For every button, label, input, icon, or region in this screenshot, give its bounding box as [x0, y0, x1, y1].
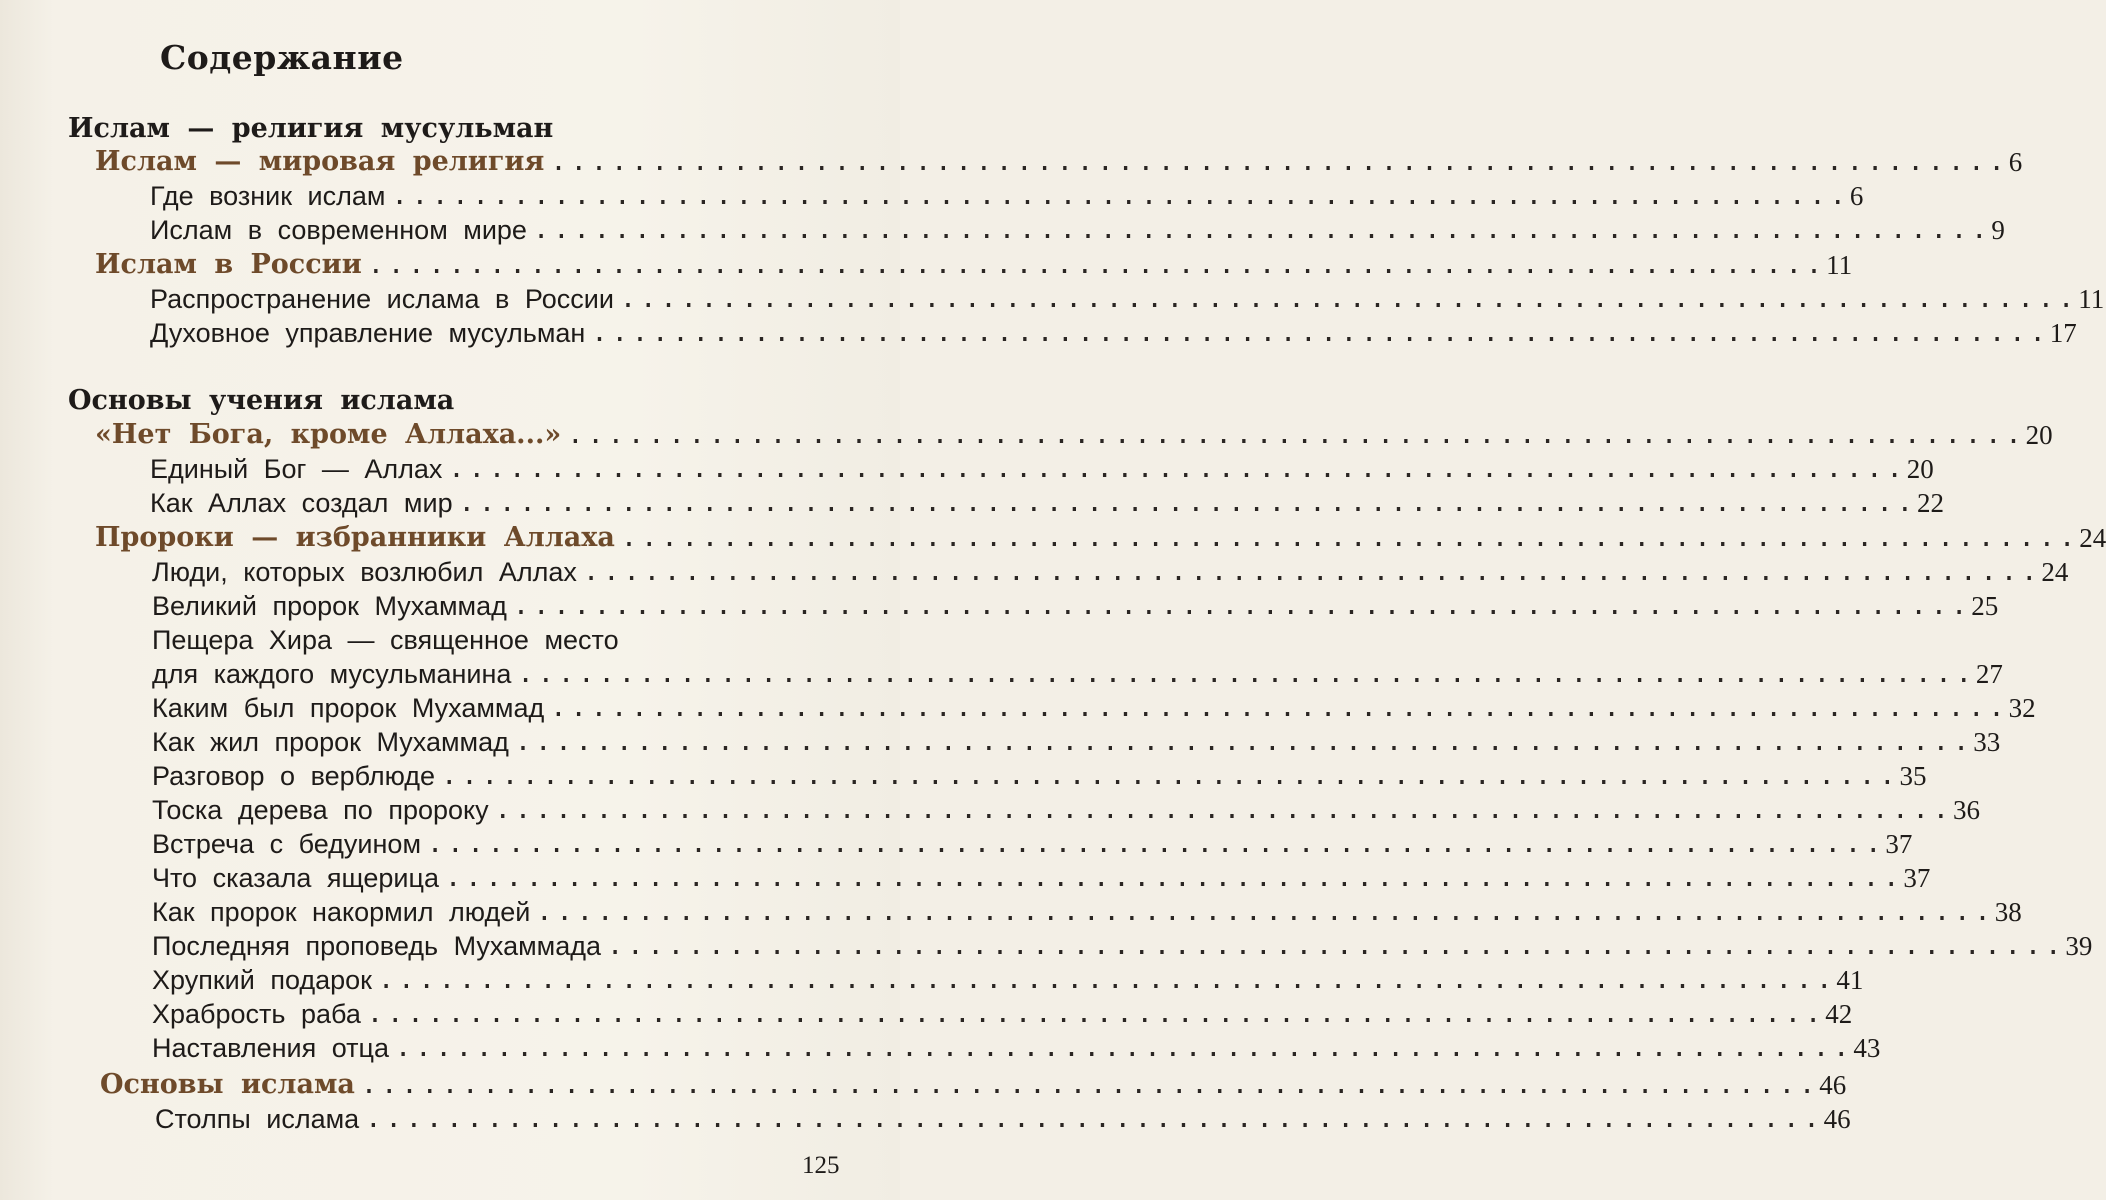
toc-page-number: 42	[1825, 999, 1853, 1029]
toc-page-number: 46	[1819, 1070, 1847, 1100]
toc-section-title: Ислам в современном мире	[150, 215, 527, 245]
dot-leader: ........................................................................	[550, 146, 2009, 177]
toc-section[interactable]	[0, 177, 1864, 213]
toc-section[interactable]	[0, 211, 2005, 247]
toc-section[interactable]	[0, 757, 1927, 793]
dot-leader: ........................................................................	[514, 726, 1974, 757]
toc-page-number: 9	[1991, 215, 2005, 245]
dot-leader: ........................................................................	[365, 1103, 1824, 1134]
dot-leader: ........................................................................	[550, 692, 2009, 723]
dot-leader: ........................................................................	[494, 794, 1954, 825]
toc-section-title: Великий пророк Мухаммад	[152, 591, 507, 621]
toc-section-title: Пещера Хира — священное место	[152, 625, 619, 655]
toc-page-number: 43	[1853, 1033, 1881, 1063]
toc-section[interactable]	[0, 587, 1999, 623]
dot-leader: ........................................................................	[458, 487, 1917, 518]
toc-section[interactable]	[0, 1029, 1881, 1065]
toc-section-title: Духовное управление мусульман	[150, 318, 586, 348]
dot-leader: ........................................................................	[367, 249, 1827, 280]
toc-section-title: Люди, которых возлюбил Аллах	[152, 557, 577, 587]
dot-leader: ........................................................................	[591, 317, 2050, 348]
dot-leader: ........................................................................	[394, 1032, 1854, 1063]
toc-page-number: 24	[2079, 523, 2106, 553]
toc-section-title: Столпы ислама	[155, 1104, 360, 1134]
toc-section[interactable]	[0, 314, 2077, 350]
toc-section[interactable]	[0, 791, 1981, 827]
dot-leader: ........................................................................	[441, 760, 1900, 791]
toc-section-title: Что сказала ящерица	[152, 863, 439, 893]
part-title: Ислам — религия мусульман	[68, 113, 554, 144]
toc-section[interactable]	[0, 689, 2036, 725]
toc-page-number: 33	[1973, 727, 2001, 757]
toc-section-title: Как Аллах создал мир	[150, 488, 453, 518]
toc-section[interactable]	[0, 484, 1944, 520]
dot-leader: ........................................................................	[567, 419, 2026, 450]
toc-chapter-title: Основы ислама	[100, 1069, 355, 1100]
toc-page-number: 20	[1906, 454, 1934, 484]
toc-page-number: 11	[2078, 284, 2105, 314]
dot-leader: ........................................................................	[512, 590, 1972, 621]
toc-section-title: Как жил пророк Мухаммад	[152, 727, 509, 757]
toc-section-title: Храбрость раба	[152, 999, 361, 1029]
dot-leader: ........................................................................	[536, 896, 1995, 927]
toc-page-number: 27	[1975, 659, 2003, 689]
dot-leader: ........................................................................	[448, 453, 1907, 484]
toc-page-number: 20	[2025, 420, 2053, 450]
toc-page-number: 22	[1916, 488, 1944, 518]
toc-page-number: 11	[1826, 250, 1853, 280]
dot-leader: ........................................................................	[427, 828, 1886, 859]
toc-page-number: 6	[1849, 181, 1864, 211]
toc-chapter[interactable]	[0, 519, 2106, 555]
toc-page-number: 37	[1885, 829, 1913, 859]
toc-chapter[interactable]	[0, 416, 2053, 452]
toc-page-number: 17	[2049, 318, 2077, 348]
dot-leader: ........................................................................	[620, 522, 2080, 553]
toc-section[interactable]	[0, 1100, 1851, 1136]
dot-leader: ........................................................................	[377, 964, 1837, 995]
toc-section-title: Каким был пророк Мухаммад	[152, 693, 545, 723]
toc-page-number: 41	[1836, 965, 1864, 995]
toc-section[interactable]	[0, 825, 1913, 861]
toc-section-title-continued: для каждого мусульманина	[152, 659, 512, 689]
toc-chapter[interactable]	[0, 1066, 1847, 1102]
toc-section[interactable]	[0, 280, 2105, 316]
toc-chapter-title: Пророки — избранники Аллаха	[95, 522, 615, 553]
toc-section-title: Распространение ислама в России	[150, 284, 614, 314]
toc-chapter[interactable]	[0, 246, 1853, 282]
dot-leader: ........................................................................	[582, 556, 2042, 587]
toc-section-title: Последняя проповедь Мухаммада	[152, 931, 602, 961]
toc-section-title: Наставления отца	[152, 1033, 389, 1063]
dot-leader: ........................................................................	[445, 862, 1904, 893]
toc-section-title: Тоска дерева по пророку	[152, 795, 489, 825]
toc-chapter-title: «Нет Бога, кроме Аллаха...»	[95, 419, 562, 450]
toc-section-title: Где возник ислам	[150, 181, 386, 211]
dot-leader: ........................................................................	[607, 930, 2066, 961]
page-number-footer: 125	[802, 1152, 840, 1179]
toc-section-title: Встреча с бедуином	[152, 829, 422, 859]
toc-chapter[interactable]	[0, 143, 2023, 179]
dot-leader: ........................................................................	[517, 658, 1976, 689]
toc-section[interactable]	[0, 655, 2003, 691]
dot-leader: ........................................................................	[532, 214, 1992, 245]
dot-leader: ........................................................................	[619, 283, 2079, 314]
toc-section-line1[interactable]	[0, 621, 900, 657]
toc-page-number: 6	[2008, 147, 2023, 177]
toc-page-number: 39	[2065, 931, 2093, 961]
toc-section[interactable]	[0, 961, 1864, 997]
page-title: Содержание	[160, 38, 404, 77]
toc-page-number: 32	[2008, 693, 2036, 723]
toc-chapter-title: Ислам — мировая религия	[95, 146, 545, 177]
toc-page-number: 35	[1899, 761, 1927, 791]
toc-page-number: 38	[1994, 897, 2022, 927]
toc-section[interactable]	[0, 995, 1853, 1031]
dot-leader: ........................................................................	[391, 180, 1850, 211]
toc-section-title: Как пророк накормил людей	[152, 897, 531, 927]
part-title: Основы учения ислама	[68, 385, 455, 416]
toc-section[interactable]	[0, 859, 1931, 895]
toc-page-number: 36	[1953, 795, 1981, 825]
toc-section-title: Хрупкий подарок	[152, 965, 372, 995]
toc-page-number: 25	[1971, 591, 1999, 621]
toc-chapter-title: Ислам в России	[95, 249, 362, 280]
toc-section[interactable]	[0, 893, 2022, 929]
toc-page-number: 37	[1903, 863, 1931, 893]
toc-section-title: Единый Бог — Аллах	[150, 454, 443, 484]
toc-section[interactable]	[0, 723, 2001, 759]
toc-section[interactable]	[0, 553, 2069, 589]
toc-section[interactable]	[0, 927, 2093, 963]
toc-page-number: 24	[2041, 557, 2069, 587]
toc-section-title: Разговор о верблюде	[152, 761, 436, 791]
toc-section[interactable]	[0, 450, 1934, 486]
dot-leader: ........................................................................	[360, 1069, 1820, 1100]
dot-leader: ........................................................................	[366, 998, 1826, 1029]
toc-page-number: 46	[1823, 1104, 1851, 1134]
